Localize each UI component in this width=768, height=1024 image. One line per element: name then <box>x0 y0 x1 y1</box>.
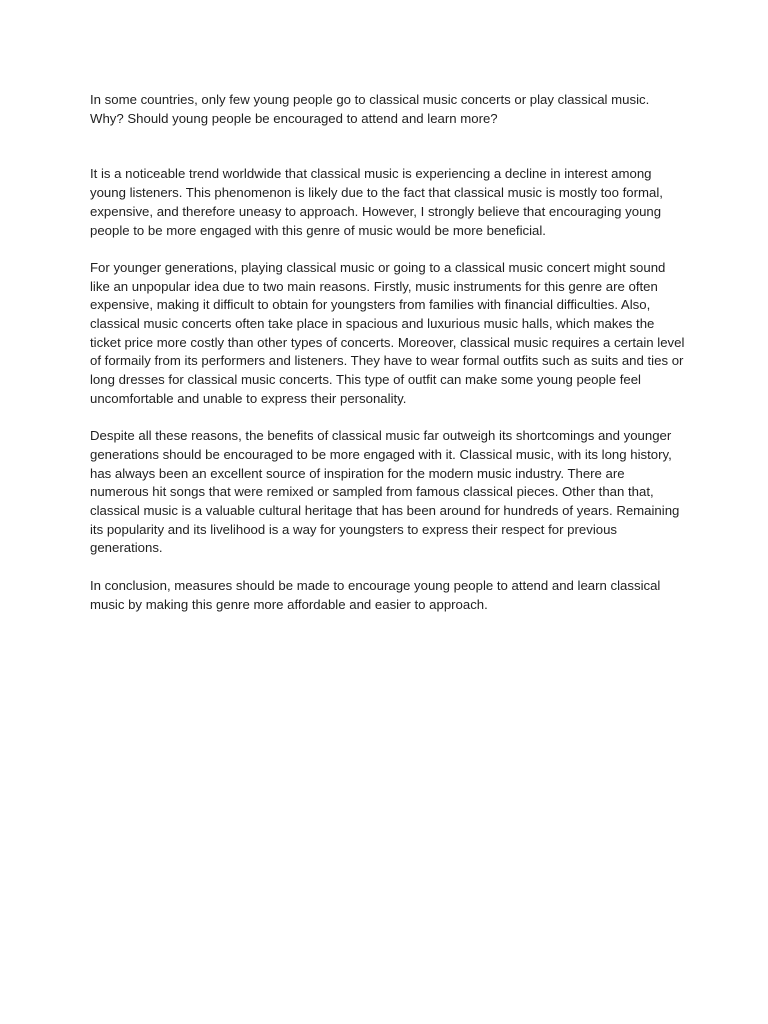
essay-prompt: In some countries, only few young people go to classical music concerts or play classical music. Why? Should young people be encouraged to attend and learn more? <box>90 92 650 126</box>
body-paragraph-1: For younger generations, playing classical music or going to a classical music concert might sound like an unpopular idea due to two main reasons. Firstly, music instruments for this genre are often expensive, making it difficult to obtain for youngsters from families with financial difficulties. Also, classical music concerts often take place in spacious and luxurious music halls, which makes the ticket price more costly than other types of concerts. Moreover, classical music requires a certain level of formaily from its performers and listeners. They have to wear formal outfits such as suits and ties or long dresses for classical music concerts. This type of outfit can make some young people feel uncomfortable and unable to express their personality. <box>90 259 685 406</box>
introduction-paragraph: It is a noticeable trend worldwide that classical music is experiencing a decline in interest among young listeners. This phenomenon is likely due to the fact that classical music is mostly too formal, expensive, and therefore uneasy to approach. However, I strongly believe that encouraging young people to be more engaged with this genre of music would be more beneficial. <box>90 166 663 238</box>
conclusion-paragraph: In conclusion, measures should be made to encourage young people to attend and learn classical music by making this genre more affordable and easier to approach. <box>90 577 661 612</box>
body-paragraph-2: Despite all these reasons, the benefits of classical music far outweigh its shortcomings and younger generations should be encouraged to be more engaged with it. Classical music, with its long history, has always been an excellent source of inspiration for the modern music industry. There are numerous hit songs that were remixed or sampled from famous classical pieces. Other than that, classical music is a valuable cultural heritage that has been around for hundreds of years. Remaining its popularity and its livelihood is a way for youngsters to express their respect for previous generations. <box>90 428 680 556</box>
document-body <box>90 91 686 633</box>
